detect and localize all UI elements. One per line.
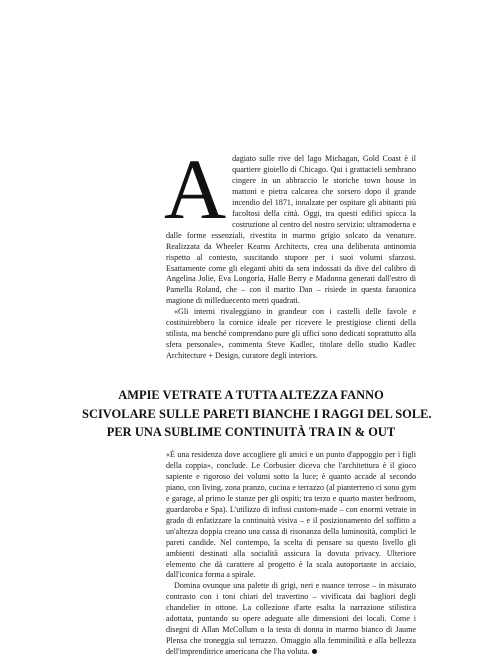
article-intro-column [164, 141, 416, 362]
article-body-column [166, 450, 416, 658]
body-paragraph-1: «È una residenza dove accogliere gli amici e un punto d'appoggio per i figli della coppia», conclude. Le Corbusier diceva che l'architettura è il gioco sapiente e rigoroso dei volumi sotto la luce; è quanto accade al secondo piano, con living, zona pranzo, cucina e terrazzo (al pianterreno ci sono gym e garage, al primo le stanze per gli ospiti; tra terzo e quarto master bedroom, guardaroba e Spa). L'utilizzo di infissi custom-made – con enormi vetrate in grado di enfatizzare la continuità visiva – e il posizionamento del soffitto a un'altezza doppia creano una cassa di risonanza della luminosità, complici le pareti candide. Nel contempo, la scelta di pensare su questo livello gli ambienti destinati alla socialità assicura la dovuta privacy. Ulteriore elemento che dà carattere al progetto è la scala autoportante in acciaio, dall'iconica forma a spirale. [166, 450, 416, 580]
quote-paragraph: «Gli interni rivaleggiano in grandeur con i castelli delle favole e costituirebbero la cornice ideale per ricevere le prestigiose clienti della stilista, ma benché comprendano pure gli uffici sono dedicati soprattutto alla sfera personale», commenta Steve Kadlec, titolare dello studio Kadlec Architecture + Design, curatore degli interiors. [166, 307, 416, 361]
pull-quote-line-1: AMPIE VETRATE A TUTTA ALTEZZA FANNO [118, 388, 384, 402]
body-paragraph-2-text: Domina ovunque una palette di grigi, neri e nuance terrose – in misurato contrasto con i toni chiari del travertino – vivificata dai bagliori degli chandelier in ottone. La collezione d'arte esalta la narrazione stilistica adottata, puntando su opere adeguate alle dimensioni dei locali. Come i disegni di Allan McCollum o la testa di donna in marmo bianco di Jaume Plensa che troneggia sul terrazzo. Omaggio alla femminilità e alla bellezza dell'imprenditrice americana che l'ha voluta. [166, 581, 416, 657]
pull-quote-line-2: SCIVOLARE SULLE PARETI BIANCHE I RAGGI DEL SOLE. [82, 406, 432, 421]
pull-quote [82, 386, 432, 442]
drop-cap: A [164, 141, 227, 237]
end-mark-icon [312, 649, 317, 654]
intro-text: dagiato sulle rive del lago Michagan, Gold Coast è il quartiere gioiello di Chicago. Qui i grattacieli sembrano cingere in un abbraccio le storiche town house in mattoni e pietra calcarea che sorsero dopo il grande incendio del 1871, innalzate per ospitare gli abitanti più facoltosi della città. Oggi, tra questi edifici spicca la costruzione al centro del nostro servizio: ultramoderna e dalle forme essenziali, rivestita in marmo grigio solcato da venature. Realizzata da Wheeler Kearns Architects, crea una deliberata antinomia rispetto al contesto, suscitando stupore per i suoi volumi sfarzosi. Esattamente come gli eleganti abiti da sera indossati da dive del calibro di Angelina Jolie, Eva Longoria, Halle Berry e Madonna generati dall'estro di Pamella Roland, che – con il marito Dan – risiede in questa faraonica magione di milleduecento metri quadrati. [166, 154, 416, 306]
body-paragraph-2 [166, 581, 416, 658]
pull-quote-line-3: PER UNA SUBLIME CONTINUITÀ TRA IN & OUT [106, 425, 396, 440]
intro-paragraph [164, 141, 416, 307]
